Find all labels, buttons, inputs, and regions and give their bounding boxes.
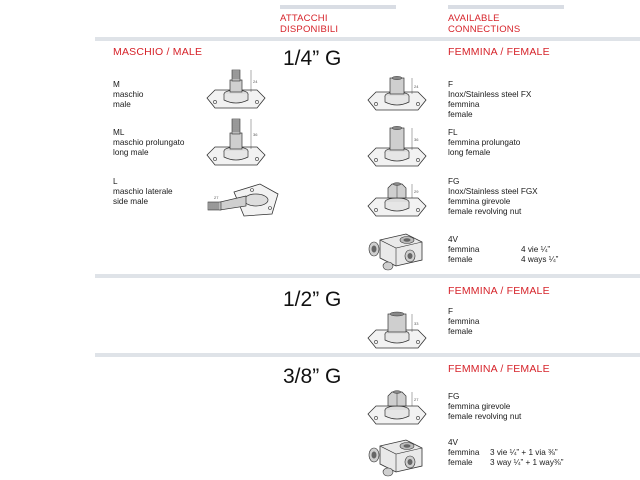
- fourway-38-en-right: 3 way ¼” + 1 way⅜”: [490, 458, 564, 467]
- separator-lower: [95, 353, 640, 357]
- male-item-l: L maschio laterale side male: [113, 177, 173, 206]
- female-title-half: FEMMINA / FEMALE: [448, 285, 550, 297]
- size-half: 1/2” G: [283, 288, 342, 311]
- connector-half-f-drawing: [366, 310, 428, 352]
- connector-m-drawing: [205, 68, 267, 113]
- female-item-38-fg: FG femmina girevole female revolving nut: [448, 392, 522, 421]
- separator-middle: [95, 274, 640, 278]
- svg-text:24: 24: [414, 84, 419, 89]
- svg-text:33: 33: [414, 321, 419, 326]
- male-item-ml: ML maschio prolungato long male: [113, 128, 185, 157]
- male-item-m: M maschio male: [113, 80, 144, 109]
- size-three-eighths: 3/8” G: [283, 365, 342, 388]
- fourway-quarter-it-right: 4 vie ¼”: [521, 245, 551, 254]
- fourway-item-quarter: 4V femmina female 4 vie ¼” 4 ways ¼”: [448, 235, 559, 264]
- connector-f-drawing: [366, 74, 428, 114]
- female-title-quarter: FEMMINA / FEMALE: [448, 46, 550, 58]
- available-header: AVAILABLE CONNECTIONS: [448, 13, 521, 35]
- header-bar-left: [280, 5, 396, 9]
- connector-fl-drawing: [366, 125, 428, 170]
- fourway-item-38: 4V femmina female 3 vie ¼” + 1 via ⅜” 3 way ¼” + 1 way⅜”: [448, 438, 564, 467]
- female-item-half: F femmina female: [448, 307, 480, 336]
- separator-top: [95, 37, 640, 41]
- female-item-f: F Inox/Stainless steel FX femmina female: [448, 80, 532, 119]
- female-title-three-eighths: FEMMINA / FEMALE: [448, 363, 550, 375]
- connector-l-drawing: [200, 180, 282, 220]
- connector-ml-drawing: [205, 118, 267, 168]
- svg-text:29: 29: [414, 189, 419, 194]
- female-item-fg: FG Inox/Stainless steel FGX femmina girevole female revolving nut: [448, 177, 538, 216]
- connector-fg-drawing: [366, 180, 428, 220]
- header-bar-right: [448, 5, 564, 9]
- male-title: MASCHIO / MALE: [113, 46, 203, 58]
- svg-text:36: 36: [414, 137, 419, 142]
- fourway-38-it-right: 3 vie ¼” + 1 via ⅜”: [490, 448, 558, 457]
- svg-text:36: 36: [253, 132, 258, 137]
- size-quarter: 1/4” G: [283, 47, 342, 70]
- svg-text:27: 27: [414, 397, 419, 402]
- connector-4v-drawing: [366, 228, 430, 272]
- svg-text:27: 27: [214, 195, 219, 200]
- connector-38-4v-drawing: [366, 434, 430, 478]
- fourway-quarter-en-right: 4 ways ¼”: [521, 255, 559, 264]
- connector-38-fg-drawing: [366, 388, 428, 428]
- attacchi-header: ATTACCHI DISPONIBILI: [280, 13, 339, 35]
- svg-text:24: 24: [253, 79, 258, 84]
- female-item-fl: FL femmina prolungato long female: [448, 128, 521, 157]
